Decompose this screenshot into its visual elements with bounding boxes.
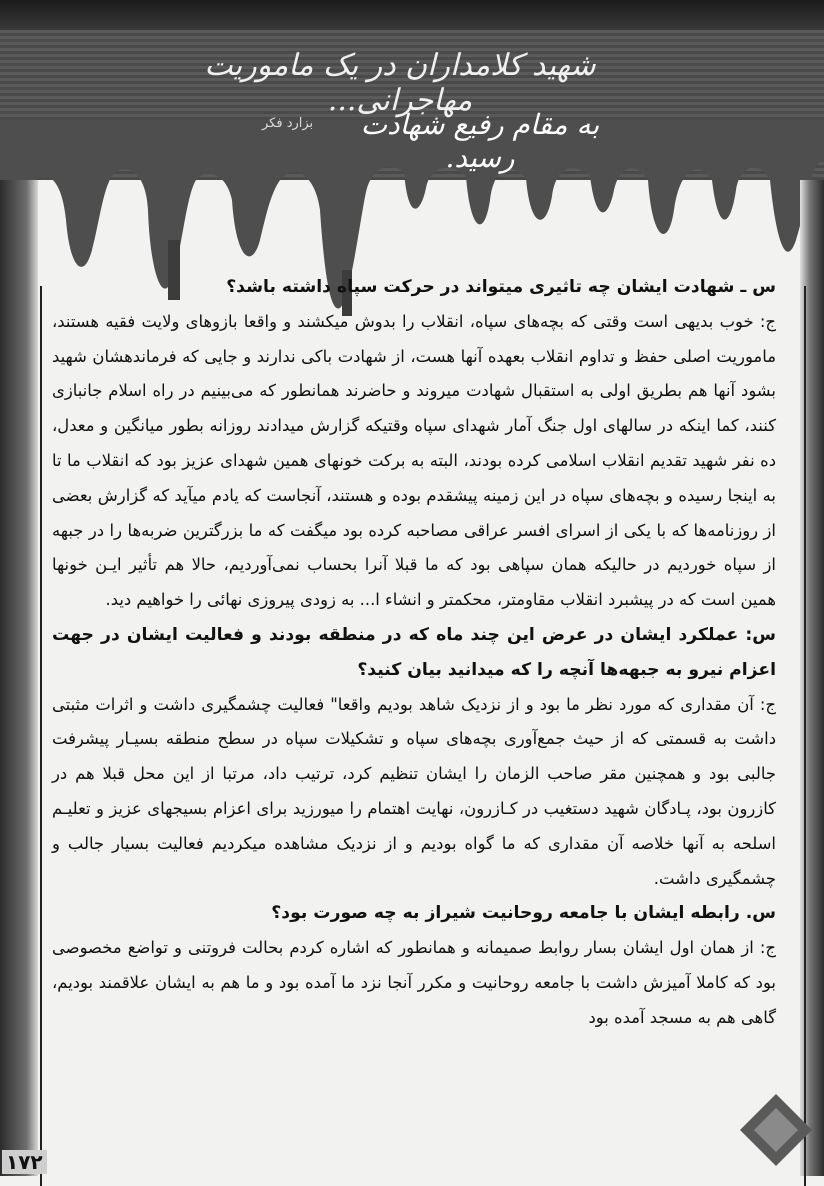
question-3: س. رابطه ایشان با جامعه روحانیت شیراز به چه صورت بود؟ [271, 903, 776, 924]
header-subtitle: به مقام رفیع شهادت رسید. [360, 108, 600, 174]
left-ornamental-border [0, 180, 38, 1176]
question-2: س: عملکرد ایشان در عرض این چند ماه که در منطقه بودند و فعالیت ایشان در جهت اعزام نیرو به جبهه‌ها آنچه را که میدانید بیان کنید؟ [52, 624, 776, 680]
header-title: شهید کلامداران در یک ماموریت مهاجرانی... [204, 48, 596, 118]
answer-3: ج: از همان اول ایشان بسار روابط صمیمانه و همانطور که اشاره کردم بحالت فروتنی و تواضع مخصوصی بود که کاملا آمیزش داشت با جامعه روحانیت و مکرر آنجا نزد ما آمده بود و ما هم به ایشان علاقمند بودیم، گاهی هم به مسجد آمده بود [52, 938, 776, 1027]
answer-1: ج: خوب بدیهی است وقتی که بچه‌های سپاه، انقلاب را بدوش میکشند و واقعا بازوهای ولایت فقیه هستند، ماموریت اصلی حفظ و تداوم انقلاب بعهده آنها هست، از شهادت باکی ندارند و جایی که فرماندهشان شهید بشود آنها هم بطریق اولی به استقبال شهادت میروند و حاضرند همانطور که می‌بینیم در راه اسلام جانبازی کنند، کما اینکه در سالهای اول جنگ آمار شهدای سپاه وقتیکه گزارش میدادند روزانه بطور میانگین و معدل، ده نفر شهید تقدیم انقلاب اسلامی کرده بودند، البته به برکت خونهای همین شهدای عزیز بود که انقلاب ما تا به اینجا رسیده و بچه‌های سپاه در این زمینه پیشقدم بوده و هستند، آنجاست که یادم میآید که گزارش بعضی از روزنامه‌ها که با یکی از اسرای افسر عراقی مصاحبه کرده بود میگفت که ما بزرگترین ضربه‌ها را در جبهه از سپاه خوردیم در حالیکه همان سپاهی بود که ما قبلا آنرا بحساب نمی‌آوردیم، حالا هم تأثیر ایـن خونها همین است که در پیشبرد انقلاب مقاومتر، محکمتر و انشاء ا... به زودی پیروزی نهائی را خواهیم دید. [52, 311, 776, 610]
header-note: بزارد فکر [262, 116, 314, 131]
page-number: ۱۷۲ [2, 1150, 47, 1174]
article-body [52, 270, 776, 1036]
scan-top-edge [0, 0, 824, 30]
corner-ornament-icon [736, 1090, 816, 1170]
question-1: س ـ شهادت ایشان چه تاثیری میتواند در حرکت سپاه داشته باشد؟ [226, 277, 776, 297]
answer-2: ج: آن مقداری که مورد نظر ما بود و از نزدیک شاهد بودیم واقعا" فعالیت چشمگیری داشت و اثرات مثبتی داشت به قسمتی که از حیث جمع‌آوری بچه‌های سپاه و تشکیلات سپاه در سطح منطقه بسیـار پیشرفت جالبی بود و همچنین مقر صاحب الزمان را ایشان تنظیم کرد، ترتیب داد، مرتبا از این محل قبلا هم در کازرون بود، پـادگان شهید دستغیب در کـازرون، نهایت اهتمام را میورزید برای اعزام بسیجهای عزیز و تعلیـم اسلحه به آنها خلاصه آن مقداری که ما گواه بودیم و از نزدیک مشاهده میکردیم فعالیت بسیار جالب و چشمگیری داشت. [52, 694, 776, 888]
